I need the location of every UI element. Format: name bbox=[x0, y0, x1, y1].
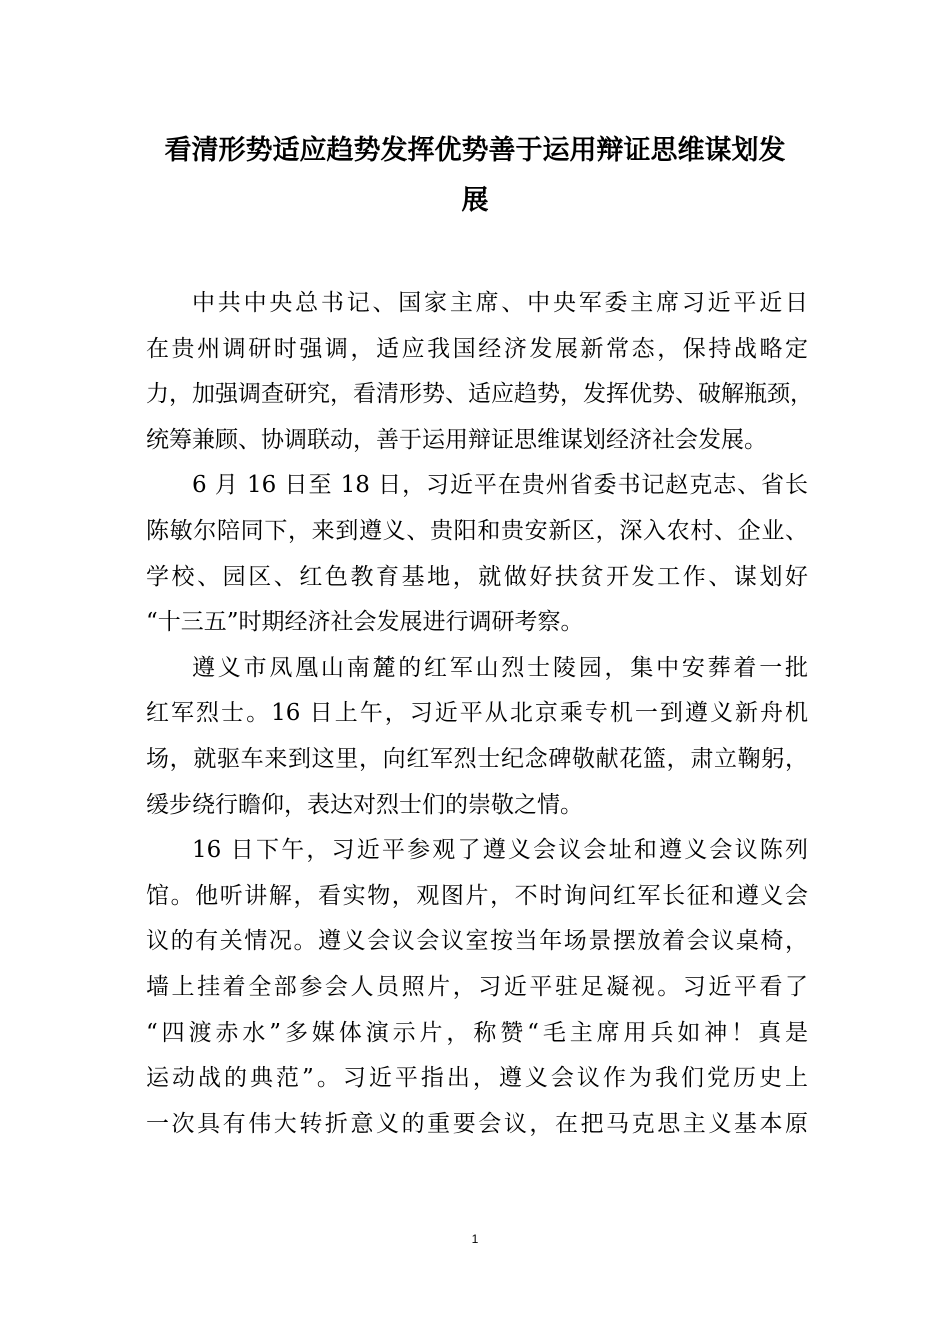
page-number: 1 bbox=[471, 1232, 479, 1246]
paragraph-3 bbox=[146, 646, 808, 828]
text-line: 遵义市凤凰山南麓的红军山烈士陵园，集中安葬着一批 bbox=[192, 654, 808, 681]
text-line: 6 月 16 日至 18 日，习近平在贵州省委书记赵克志、省长 bbox=[192, 472, 808, 499]
text-line: “四渡赤水”多媒体演示片，称赞“毛主席用兵如神！真是 bbox=[146, 1019, 808, 1046]
text-line: 一次具有伟大转折意义的重要会议，在把马克思主义基本原 bbox=[146, 1110, 808, 1137]
text-line: 中共中央总书记、国家主席、中央军委主席习近平近日 bbox=[192, 290, 808, 316]
text-line: 统筹兼顾、协调联动，善于运用辩证思维谋划经济社会发展。 bbox=[146, 426, 767, 453]
text-line: 在贵州调研时强调，适应我国经济发展新常态，保持战略定 bbox=[146, 335, 808, 362]
document-title bbox=[130, 126, 820, 226]
text-line: 力，加强调查研究，看清形势、适应趋势，发挥优势、破解瓶颈， bbox=[146, 381, 813, 408]
text-line: 16 日下午，习近平参观了遵义会议会址和遵义会议陈列 bbox=[192, 837, 808, 864]
text-line: 缓步绕行瞻仰，表达对烈士们的崇敬之情。 bbox=[146, 791, 583, 818]
paragraph-2 bbox=[146, 463, 808, 645]
title-line: 展 bbox=[461, 185, 489, 216]
text-line: “十三五”时期经济社会发展进行调研考察。 bbox=[146, 609, 584, 636]
paragraph-1 bbox=[146, 281, 813, 463]
text-line: 学校、园区、红色教育基地，就做好扶贫开发工作、谋划好 bbox=[146, 563, 808, 590]
text-line: 馆。他听讲解，看实物，观图片，不时询问红军长征和遵义会 bbox=[146, 882, 808, 909]
text-line: 运动战的典范”。习近平指出，遵义会议作为我们党历史上 bbox=[146, 1065, 808, 1092]
document-body bbox=[146, 281, 813, 1147]
text-line: 议的有关情况。遵义会议会议室按当年场景摆放着会议桌椅， bbox=[146, 928, 808, 955]
text-line: 场，就驱车来到这里，向红军烈士纪念碑敬献花篮，肃立鞠躬， bbox=[146, 745, 808, 772]
title-line: 看清形势适应趋势发挥优势善于运用辩证思维谋划发 bbox=[164, 135, 786, 166]
text-line: 陈敏尔陪同下，来到遵义、贵阳和贵安新区，深入农村、企业、 bbox=[146, 517, 808, 544]
text-line: 红军烈士。16 日上午，习近平从北京乘专机一到遵义新舟机 bbox=[146, 700, 808, 727]
paragraph-4 bbox=[146, 828, 808, 1147]
text-line: 墙上挂着全部参会人员照片，习近平驻足凝视。习近平看了 bbox=[146, 973, 808, 1000]
